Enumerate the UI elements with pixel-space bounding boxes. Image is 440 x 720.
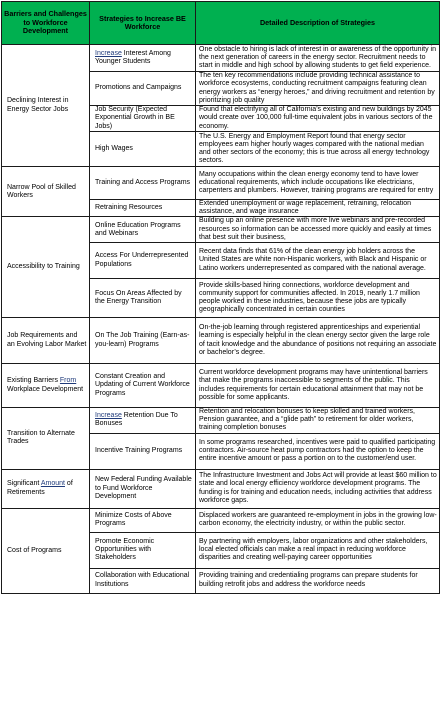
- description-cell: Current workforce development programs may have unintentional barriers that make the programs inaccessible to segments of the public. This includes requirements for certain educational attainment that may not be possible for some applicants.: [196, 364, 440, 408]
- description-cell: The ten key recommendations include providing technical assistance to workforce ecosystems, conducting recruitment campaigns featuring clean energy workers as “energy heroes,” and driving recruitment and retention by prioritizing job quality: [196, 72, 440, 106]
- description-cell: Found that electrifying all of California’s existing and new buildings by 2045 would create over 100,000 full-time equivalent jobs in various sectors of the economy.: [196, 106, 440, 132]
- strategy-text: Promote Economic Opportunities with Stakeholders: [95, 537, 155, 562]
- barrier-text: Significant: [7, 480, 41, 488]
- description-cell: Recent data finds that 61% of the clean energy job holders across the United States are white non-Hispanic workers, with Black and Hispanic or Latino workers underrepresented as compared with the national average.: [196, 243, 440, 279]
- strategy-cell: [90, 45, 196, 72]
- description-cell: Many occupations within the clean energy economy tend to have lower educational requirements, which include occupations like electricians, carpenters and plumbers. However, training programs are required for entry: [196, 167, 440, 200]
- strategy-cell: [90, 132, 196, 167]
- table-row: [2, 45, 440, 72]
- description-cell: Retention and relocation bonuses to keep skilled and trained workers, Pension guarantee, and a “glide path” to retirement for older workers, training completion bonuses: [196, 408, 440, 434]
- barrier-text: Cost of Programs: [7, 546, 62, 554]
- strategy-text: Online Education Programs and Webinars: [95, 221, 181, 237]
- table-row: [2, 408, 440, 434]
- barrier-cell: [2, 45, 90, 167]
- strategy-text: Promotions and Campaigns: [95, 84, 182, 92]
- header-row: [2, 2, 440, 45]
- strategy-underlined-text: Increase: [95, 412, 122, 420]
- barrier-cell: [2, 167, 90, 217]
- description-cell: One obstacle to hiring is lack of interest in or awareness of the opportunity in the next generation of careers in the energy sector. Recruitment needs to start in middle and high school by allowing students to get field experience.: [196, 45, 440, 72]
- strategy-cell: [90, 364, 196, 408]
- strategy-text: On The Job Training (Earn-as-you-learn) Programs: [95, 332, 190, 348]
- strategy-cell: [90, 106, 196, 132]
- barrier-text: Transition to Alternate Trades: [7, 430, 75, 446]
- table-body: [2, 45, 440, 594]
- strategy-text: Training and Access Programs: [95, 178, 191, 186]
- strategy-text: Incentive Training Programs: [95, 447, 183, 455]
- strategy-text-rest: Interest Among Younger Students: [95, 49, 171, 65]
- barrier-cell: [2, 469, 90, 508]
- barrier-cell: [2, 408, 90, 470]
- strategy-text: Constant Creation and Updating of Current Workforce Programs: [95, 373, 190, 397]
- strategy-underlined-text: Increase: [95, 49, 122, 57]
- strategy-text: High Wages: [95, 144, 133, 152]
- barrier-cell: [2, 318, 90, 364]
- strategy-cell: [90, 167, 196, 200]
- description-cell: Extended unemployment or wage replacement, retraining, relocation assistance, and wage insurance: [196, 200, 440, 217]
- barrier-text: Narrow Pool of Skilled Workers: [7, 183, 76, 199]
- table-row: [2, 217, 440, 243]
- strategy-text: New Federal Funding Available to Fund Workforce Development: [95, 476, 192, 500]
- description-cell: Displaced workers are guaranteed re-employment in jobs in the growing low-carbon economy, the electricity industry, or within the public sector.: [196, 508, 440, 532]
- strategy-cell: [90, 279, 196, 318]
- strategy-cell: [90, 508, 196, 532]
- barrier-text-rest: Workplace Development: [7, 385, 84, 393]
- description-cell: On-the-job learning through registered apprenticeships and experiential learning is especially helpful in the clean energy sector given the large role of tacit knowledge and the abundance of positions not requiring an associate or bachelor’s degree.: [196, 318, 440, 364]
- header-barriers: Barriers and Challenges to Workforce Development: [2, 2, 90, 45]
- barrier-text: Existing Barriers: [7, 377, 60, 385]
- barrier-text: Declining Interest in Energy Sector Jobs: [7, 97, 69, 113]
- header-strategies: Strategies to Increase BE Workforce: [90, 2, 196, 45]
- strategy-text: Focus On Areas Affected by the Energy Transition: [95, 289, 182, 306]
- table-row: [2, 469, 440, 508]
- barrier-cell: [2, 217, 90, 318]
- strategy-cell: [90, 433, 196, 469]
- strategy-text: Retraining Resources: [95, 204, 163, 212]
- barrier-underlined-text: From: [59, 377, 77, 385]
- workforce-strategies-table: [1, 1, 440, 594]
- strategy-cell: [90, 469, 196, 508]
- strategy-text: Collaboration with Educational Institutions: [95, 572, 190, 588]
- table-row: [2, 364, 440, 408]
- barrier-cell: [2, 508, 90, 593]
- description-cell: Building up an online presence with more live webinars and pre-recorded resources so information can be accessed more quickly and easily at times that best suit their business,: [196, 217, 440, 243]
- strategy-cell: [90, 72, 196, 106]
- strategy-cell: [90, 243, 196, 279]
- barrier-underlined-text: Amount: [40, 480, 65, 488]
- strategy-text-rest: Retention Due To Bonuses: [95, 412, 178, 428]
- strategy-cell: [90, 318, 196, 364]
- strategy-cell: [90, 532, 196, 568]
- table-row: [2, 318, 440, 364]
- strategy-cell: [90, 408, 196, 434]
- strategy-cell: [90, 200, 196, 217]
- strategy-cell: [90, 568, 196, 593]
- table-row: [2, 167, 440, 200]
- barrier-cell: [2, 364, 90, 408]
- description-cell: Provide skills-based hiring connections, workforce development and community support for communities affected. In 2019, nearly 1.7 million people worked in these industries, because these jobs are typically geographically concentrated in certain counties: [196, 279, 440, 318]
- description-cell: Providing training and credentialing programs can prepare students for building retrofit jobs and address the workforce needs: [196, 568, 440, 593]
- barrier-text: Job Requirements and an Evolving Labor Market: [7, 332, 87, 348]
- description-cell: The U.S. Energy and Employment Report found that energy sector employees earn higher hourly wages compared with the national median and other sectors of the economy; this is true across all energy technology sectors.: [196, 132, 440, 167]
- description-cell: By partnering with employers, labor organizations and other stakeholders, local elected officials can make a real impact in reducing workforce disparities and creating well-paying career opportunities: [196, 532, 440, 568]
- header-description: Detailed Description of Strategies: [196, 2, 440, 45]
- barrier-text-rest: of Retirements: [7, 480, 73, 496]
- description-cell: The Infrastructure Investment and Jobs Act will provide at least $60 million to state and local energy efficiency workforce development programs. The funding is for training and education needs, including activities that address workforce gaps.: [196, 469, 440, 508]
- table-row: [2, 508, 440, 532]
- strategy-text: Access For Underrepresented Populations: [95, 252, 189, 268]
- strategy-text: Minimize Costs of Above Programs: [95, 511, 172, 528]
- barrier-text: Accessibility to Training: [7, 263, 80, 271]
- description-cell: In some programs researched, incentives were paid to qualified participating contractors. Air-source heat pump contractors had the option to keep the entire incentive amount or pass a portion on to the customer/end user.: [196, 433, 440, 469]
- table-header: [2, 2, 440, 45]
- strategy-text: Job Security (Expected Exponential Growth in BE Jobs): [95, 106, 175, 130]
- strategy-cell: [90, 217, 196, 243]
